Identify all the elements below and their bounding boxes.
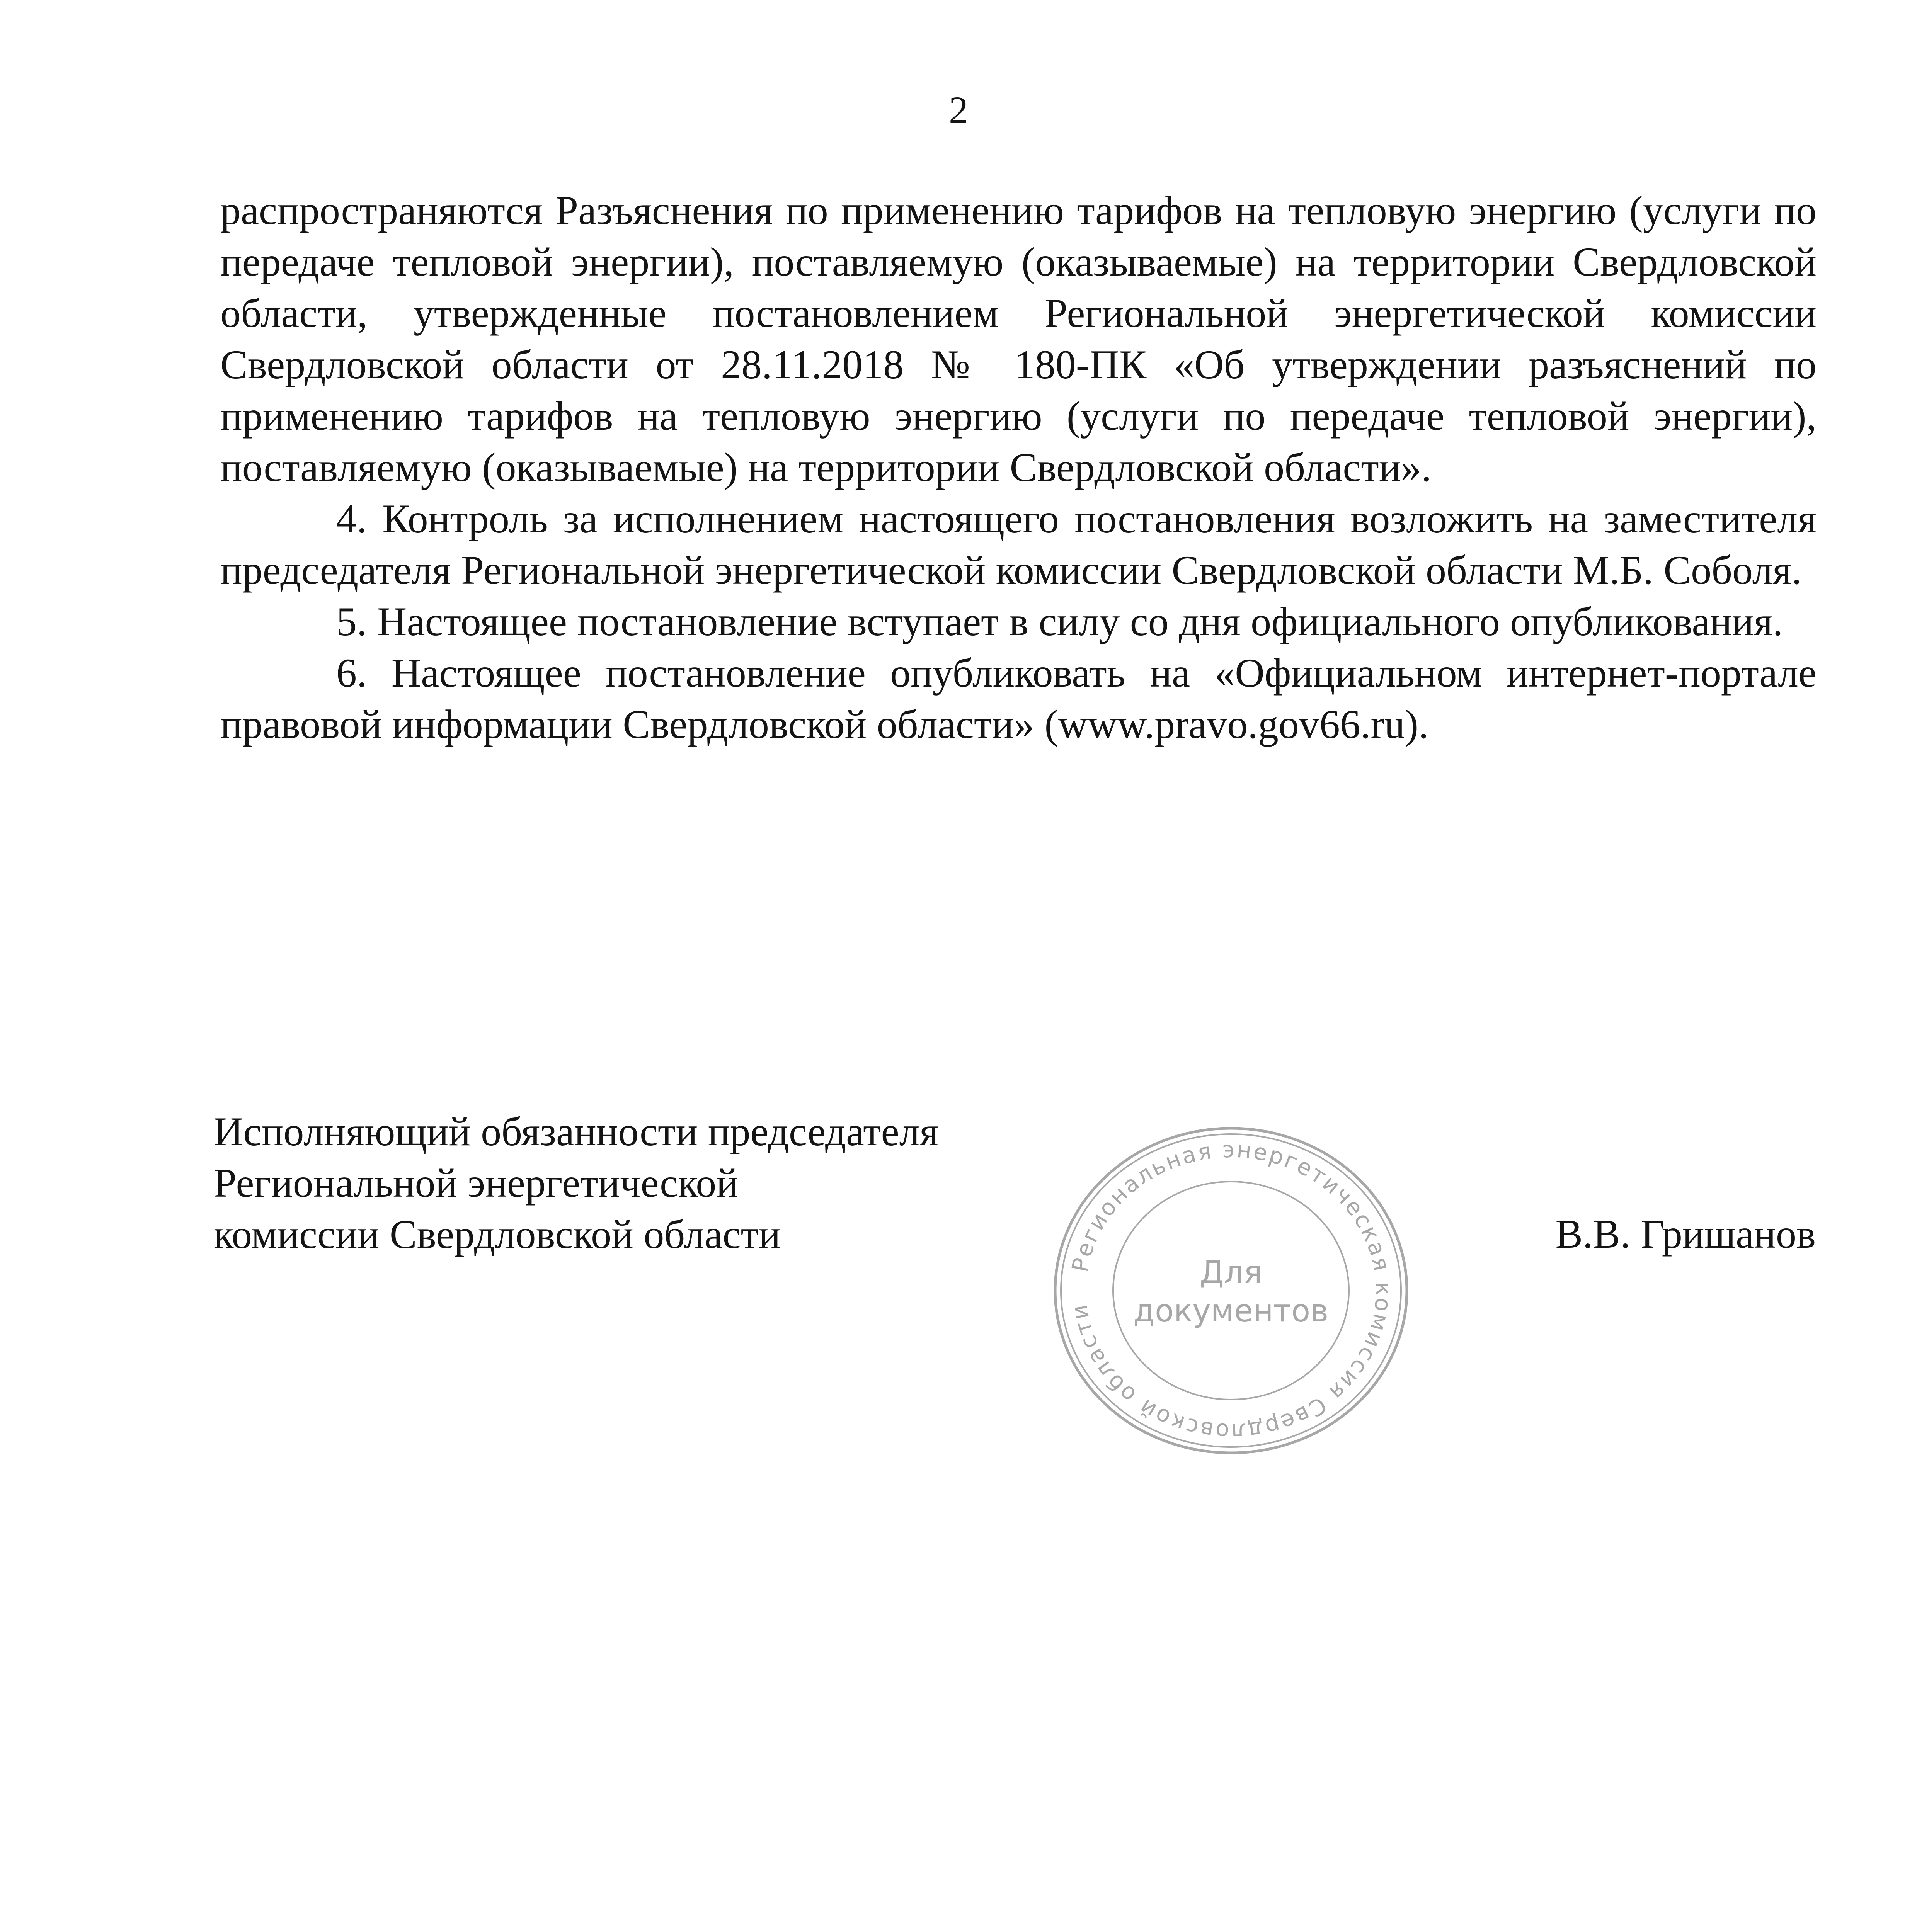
signatory-title-line: комиссии Свердловской области: [214, 1212, 781, 1257]
stamp-center-text: Для: [1200, 1254, 1262, 1290]
stamp-seal-icon: [1045, 1121, 1416, 1461]
signatory-title-line: Исполняющий обязанности председателя: [214, 1109, 939, 1154]
paragraph-continuation: распространяются Разъяснения по применению тарифов на тепловую энергию (услуги по передаче тепловой энергии), поставляемую (оказываемые) на территории Свердловской области, утвержденные постановлением Региональной энергетической комиссии Свердловской области от 28.11.2018 № 180-ПК «Об утверждении разъяснений по применению тарифов на тепловую энергию (услуги по передаче тепловой энергии), поставляемую (оказываемые) на территории Свердловской области».: [220, 188, 1817, 490]
signatory-title: [214, 1106, 938, 1260]
signatory-title-line: Региональной энергетической: [214, 1160, 739, 1206]
official-stamp: [1045, 1121, 1416, 1461]
paragraph-item-4: 4. Контроль за исполнением настоящего постановления возложить на заместителя председателя Региональной энергетической комиссии Свердловской области М.Б. Соболя.: [220, 496, 1817, 593]
signatory-name: В.В. Гришанов: [1555, 1211, 1816, 1257]
stamp-ring-text: Региональная энергетическая комиссия Свердловской области: [1066, 1136, 1397, 1445]
paragraph-item-5: 5. Настоящее постановление вступает в силу со дня официального опубликования.: [336, 599, 1783, 644]
paragraph-item-6: 6. Настоящее постановление опубликовать на «Официальном интернет-портале правовой информации Свердловской области» (www.pravo.gov66.ru).: [220, 650, 1817, 747]
page-number: 2: [949, 88, 968, 131]
stamp-center-text: документов: [1133, 1293, 1329, 1329]
document-body: [220, 185, 1817, 750]
